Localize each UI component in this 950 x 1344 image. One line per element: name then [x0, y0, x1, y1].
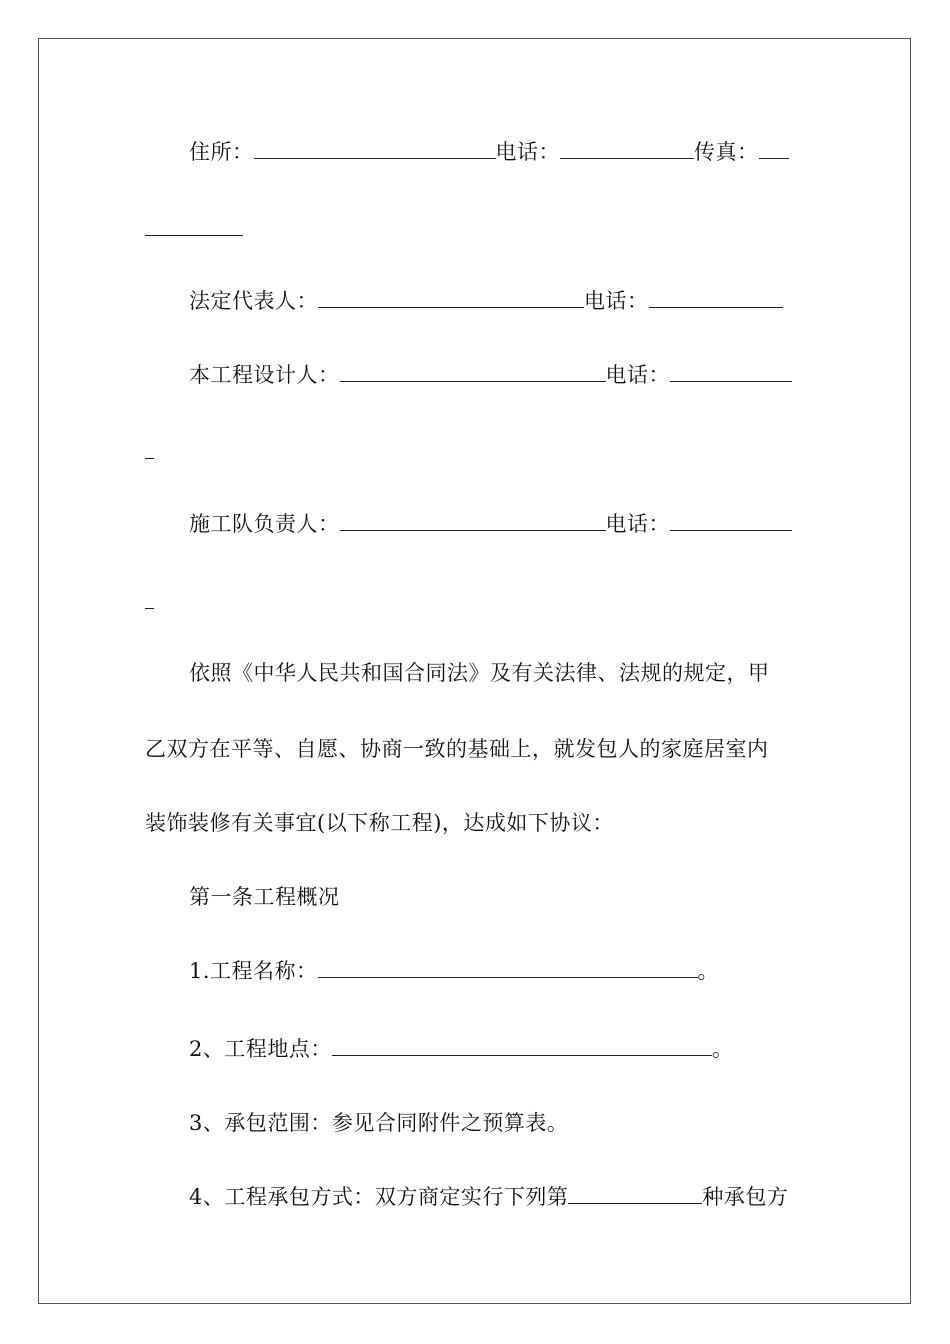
- preamble-line-3: 装饰装修有关事宜(以下称工程)，达成如下协议：: [145, 811, 614, 835]
- legal-rep-phone-blank[interactable]: [649, 289, 783, 308]
- team-lead-label: 施工队负责人：: [189, 512, 340, 536]
- item2-period: 。: [711, 1037, 734, 1061]
- team-lead-row: [189, 511, 792, 537]
- legal-rep-blank[interactable]: [318, 289, 584, 308]
- address-label: 住所：: [189, 140, 254, 164]
- project-location-blank[interactable]: [332, 1037, 712, 1056]
- item4-label: 4、工程承包方式：双方商定实行下列第: [189, 1185, 569, 1209]
- address-blank[interactable]: [254, 140, 496, 159]
- item1-label: 1.工程名称：: [189, 959, 318, 983]
- item1-row: [189, 958, 719, 984]
- team-lead-phone-blank[interactable]: [670, 512, 792, 531]
- fax-blank-continued[interactable]: [145, 234, 243, 236]
- designer-label: 本工程设计人：: [189, 363, 340, 387]
- team-lead-phone-label: 电话：: [605, 512, 670, 536]
- phone-blank[interactable]: [560, 140, 694, 159]
- designer-blank[interactable]: [340, 363, 606, 382]
- designer-row: [189, 362, 792, 388]
- preamble-line-1: 依照《中华人民共和国合同法》及有关法律、法规的规定，甲: [189, 661, 770, 685]
- address-row: [189, 139, 789, 165]
- designer-phone-blank[interactable]: [670, 363, 792, 382]
- team-lead-blank[interactable]: [340, 512, 606, 531]
- preamble-line-2: 乙双方在平等、自愿、协商一致的基础上，就发包人的家庭居室内: [145, 737, 769, 761]
- designer-phone-label: 电话：: [605, 363, 670, 387]
- item3-row: 3、承包范围：参见合同附件之预算表。: [189, 1111, 569, 1135]
- project-name-blank[interactable]: [318, 959, 698, 978]
- item1-period: 。: [697, 959, 720, 983]
- article1-title: 第一条工程概况: [189, 885, 340, 909]
- item2-label: 2、工程地点：: [189, 1037, 332, 1061]
- fax-label: 传真：: [694, 140, 759, 164]
- legal-rep-row: [189, 288, 783, 314]
- designer-phone-blank-continued[interactable]: [145, 457, 154, 459]
- team-lead-phone-blank-continued[interactable]: [145, 607, 154, 609]
- item4-row: [189, 1184, 788, 1210]
- legal-rep-label: 法定代表人：: [189, 289, 318, 313]
- contract-type-blank[interactable]: [568, 1185, 702, 1204]
- legal-rep-phone-label: 电话：: [584, 289, 649, 313]
- item4-suffix: 种承包方: [702, 1185, 789, 1209]
- phone-label: 电话：: [495, 140, 560, 164]
- item2-row: [189, 1036, 733, 1062]
- fax-blank[interactable]: [759, 140, 789, 159]
